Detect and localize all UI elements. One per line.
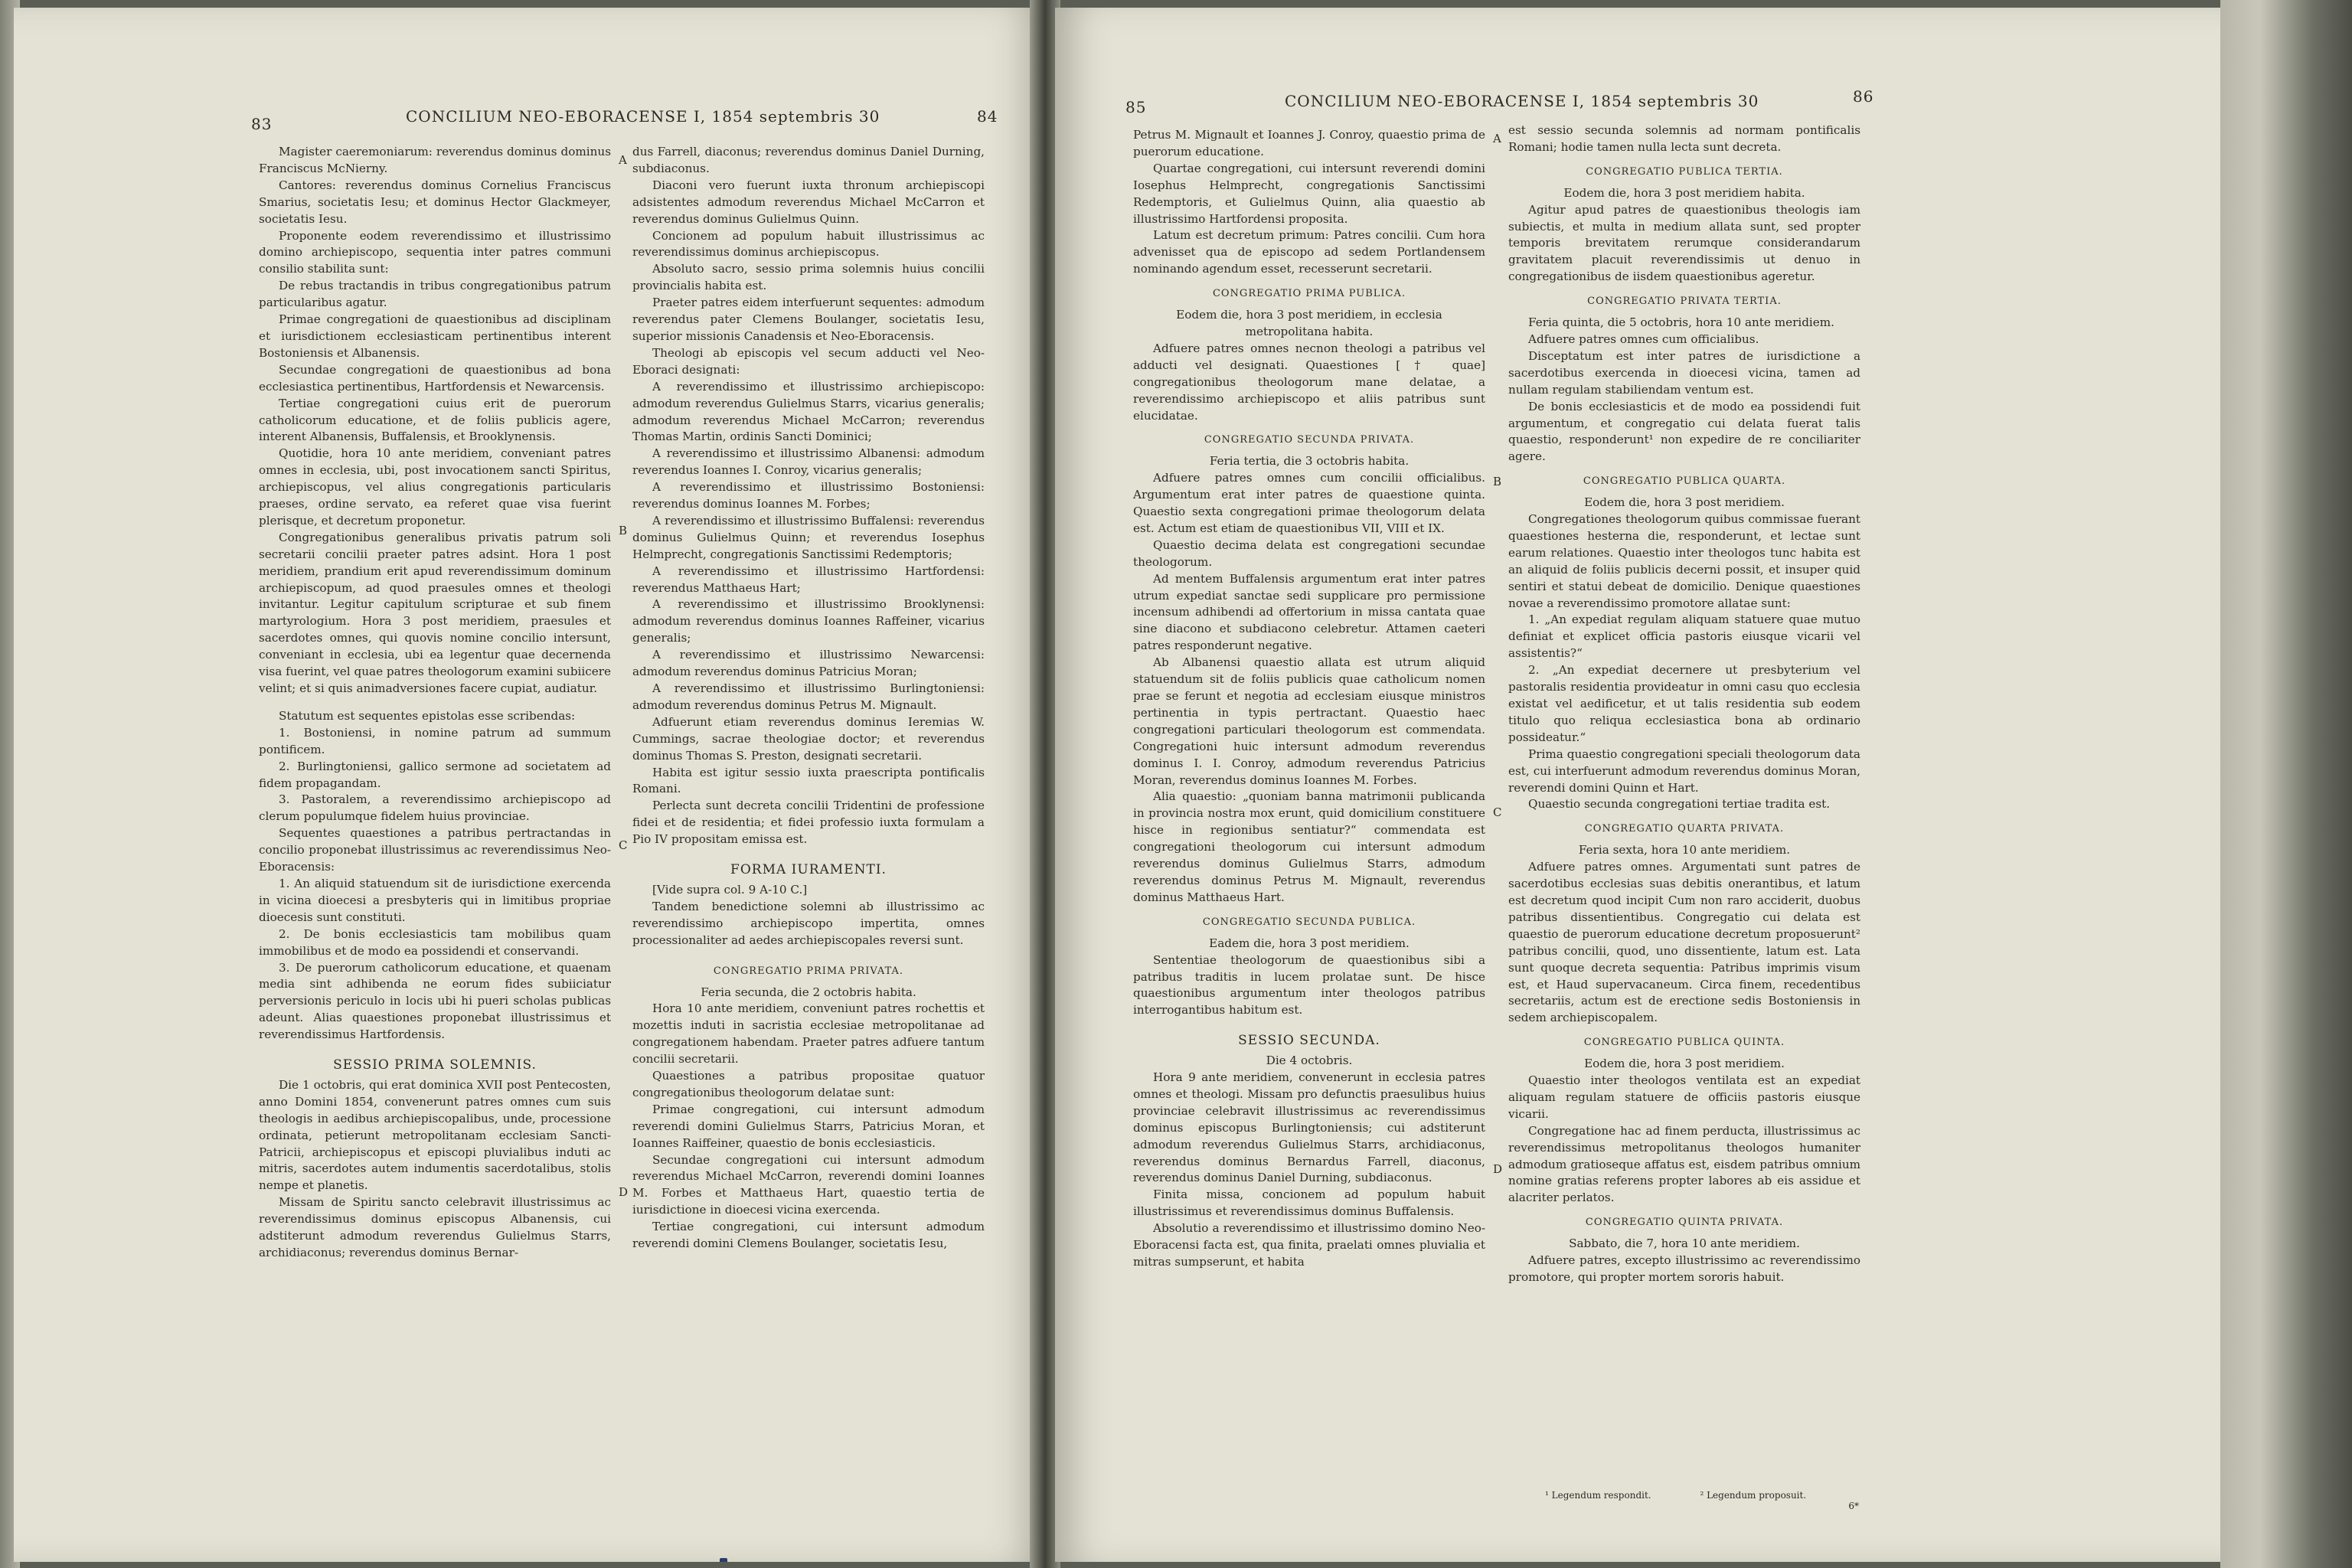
paragraph: 1. „An expediat regulam aliquam statuere quae mutuo definiat et explicet officia pastoris eiusque vicarii vel assistentis?“	[1508, 612, 1860, 661]
paragraph: Statutum est sequentes epistolas esse scribendas:	[279, 708, 576, 723]
paragraph: Quaestio inter theologos ventilata est an expediat aliquam regulam statuere de officiis pastoris eiusque vicarii.	[1508, 1073, 1860, 1121]
paragraph: De rebus tractandis in tribus congregationibus patrum particularibus agatur.	[259, 279, 611, 310]
left-header	[14, 98, 1044, 133]
margin-marker-a: A	[1493, 132, 1501, 145]
paragraph: Adfuere patres omnes. Argumentati sunt patres de sacerdotibus ecclesias suas debitis onerantibus, et latum est decretum quod incipit Cum non raro acciderit, duobus patribus dissentientibus. Congregatio cui delata est quaestio de puerorum educatione decretum proposuerunt² patribus concilii, quod, uno dissentiente, latum est. Lata sunt quoque decreta sequentia: Patribus imprimis visum est, et Haud supervacaneum. Circa finem, recedentibus secretariis, actum est de erectione sedis Bostoniensis in sedem archiepiscopalem.	[1508, 860, 1860, 1025]
paragraph: A reverendissimo et illustrissimo Brooklynensi: admodum reverendus dominus Ioannes Raffeiner, vicarius generalis;	[632, 597, 985, 645]
paragraph: Agitur apud patres de quaestionibus theologis iam subiectis, et multa in medium allata sunt, sed propter temporis brevitatem rerumque considerandarum gravitatem placuit reverendissimis ut denuo in congregationibus de iisdem quaestionibus ageretur.	[1508, 202, 1860, 284]
paragraph: Missam de Spiritu sancto celebravit illustrissimus ac reverendissimus dominus episcopus Albanensis, cui adstiterunt admodum reverendus Gulielmus Starrs, archidiaconus; reverendus dominus Bernar-	[259, 1195, 611, 1259]
margin-marker-d: D	[619, 1185, 629, 1199]
left-page	[14, 8, 1044, 1562]
paragraph: Hora 10 ante meridiem, conveniunt patres rochettis et mozettis induti in sacristia ecclesiae metropolitanae ad congregationem habendam. Praeter patres adfuere tantum concilii secretarii.	[632, 1001, 985, 1067]
paragraph: A reverendissimo et illustrissimo archiepiscopo: admodum reverendus Gulielmus Starrs, vicarius generalis; admodum reverendus Michael McCarron; reverendus Thomas Martin, ordinis Sancti Dominici;	[632, 379, 985, 444]
running-title: CONCILIUM NEO-EBORACENSE I, 1854 septembris 30	[1285, 92, 1759, 110]
right-page	[1055, 8, 2223, 1562]
paragraph: Congregationibus generalibus privatis patrum soli secretarii concilii praeter patres adsint. Hora 1 post meridiem, prandium erit apud reverendissimum dominum archiepiscopum, ad quod praesules omnes et theologi invitantur. Legitur capitulum scripturae et sub finem martyrologium. Hora 3 post meridiem, praesules et sacerdotes omnes, qui quovis nomine concilio intersunt, conveniant in ecclesia, ubi ea legentur quae decernenda visa fuerint, vel quae patres theologorum examini subiicere velint; et si quis animadversiones facere cupiat, audiatur.	[259, 530, 611, 695]
subheading: Eodem die, hora 3 post meridiem.	[1584, 495, 1785, 510]
paragraph: 1. An aliquid statuendum sit de iurisdictione exercenda in vicina dioecesi a presbyteris qui in limitibus propriae dioecesis sunt constituti.	[259, 876, 611, 924]
margin-marker-b: B	[1493, 475, 1502, 488]
paragraph: Magister caeremoniarum: reverendus dominus dominus Franciscus McNierny.	[259, 145, 611, 175]
paragraph: Tertiae congregationi, cui intersunt admodum reverendi domini Clemens Boulanger, societatis Iesu,	[632, 1220, 985, 1251]
subheading: Eodem die, hora 3 post meridiem, in ecclesia metropolitana habita.	[1176, 308, 1442, 338]
paragraph: Adfuere patres omnes cum officialibus.	[1528, 332, 1759, 346]
paragraph: A reverendissimo et illustrissimo Burlingtoniensi: admodum reverendus dominus Petrus M. Mignault.	[632, 681, 985, 712]
paragraph: Ad mentem Buffalensis argumentum erat inter patres utrum expediat sanctae sedi supplicare pro permissione incensum adhibendi ad offertorium in missa cantata quae sine diacono et subdiacono celebretur. Attamen caeteri patres responderunt negative.	[1133, 571, 1485, 653]
paragraph: Petrus M. Mignault et Ioannes J. Conroy, quaestio prima de puerorum educatione.	[1133, 128, 1485, 158]
paragraph: Feria quinta, die 5 octobris, hora 10 ante meridiem.	[1528, 315, 1834, 330]
subheading: Feria sexta, hora 10 ante meridiem.	[1578, 843, 1791, 858]
footnote-1: ¹ Legendum respondit.	[1545, 1490, 1651, 1501]
paragraph: Tandem benedictione solemni ab illustrissimo ac reverendissimo archiepiscopo impertita, omnes processionaliter ad aedes archiepiscopales reversi sunt.	[632, 899, 985, 947]
paragraph: Alia quaestio: „quoniam banna matrimonii publicanda in provincia nostra mox erunt, quid domicilium constituere hisce in regionibus sentiatur?“ commendata est congregationi theologorum cui intersunt admodum reverendus dominus Gulielmus Starrs, admodum reverendus dominus Petrus M. Mignault, reverendus dominus Matthaeus Hart.	[1133, 789, 1485, 904]
section-heading: CONGREGATIO PUBLICA TERTIA.	[1586, 165, 1783, 178]
paragraph: A reverendissimo et illustrissimo Buffalensi: reverendus dominus Gulielmus Quinn; et reverendus Iosephus Helmprecht, congregationis Sanctissimi Redemptoris;	[632, 513, 985, 561]
subheading: Eadem die, hora 3 post meridiem.	[1209, 936, 1410, 950]
paragraph: Diaconi vero fuerunt iuxta thronum archiepiscopi adsistentes admodum reverendus Michael McCarron et reverendus dominus Gulielmus Quinn.	[632, 178, 985, 226]
section-heading: CONGREGATIO SECUNDA PUBLICA.	[1202, 916, 1416, 928]
section-heading: CONGREGATIO SECUNDA PRIVATA.	[1204, 434, 1415, 446]
paragraph: A reverendissimo et illustrissimo Hartfordensi: reverendus Matthaeus Hart;	[632, 564, 985, 595]
paragraph: Praeter patres eidem interfuerunt sequentes: admodum reverendus pater Clemens Boulanger, societatis Iesu, superior missionis Canadensis et Neo-Eboracensis.	[632, 296, 985, 343]
paragraph: Die 1 octobris, qui erat dominica XVII post Pentecosten, anno Domini 1854, convenerunt patres omnes cum suis theologis in aedibus archiepiscopalibus, unde, processione ordinata, petierunt metropolitanam ecclesiam Sancti-Patricii, archiepiscopus et episcopi pluvialibus induti ac mitris, sacerdotes autem indumentis sacerdotalibus, stolis nempe et planetis.	[259, 1077, 611, 1193]
page-number-85: 85	[1125, 98, 1147, 116]
paragraph: Tertiae congregationi cuius erit de puerorum catholicorum educatione, et de foliis publicis agere, interent Albanensis, Buffalensis, et Brooklynensis.	[259, 396, 611, 444]
paragraph: Secundae congregationi de quaestionibus ad bona ecclesiastica pertinentibus, Hartfordensis et Newarcensis.	[259, 362, 611, 394]
footnotes	[1545, 1490, 1890, 1511]
section-heading: CONGREGATIO QUINTA PRIVATA.	[1585, 1217, 1784, 1229]
paragraph: Adfuere patres omnes cum concilii officialibus. Argumentum erat inter patres de quaestione quinta. Quaestio sexta congregationi primae theologorum delata est. Actum est etiam de quaestionibus VII, VIII et IX.	[1133, 471, 1485, 535]
paragraph: est sessio secunda solemnis ad normam pontificalis Romani; hodie tamen nulla lecta sunt decreta.	[1508, 123, 1860, 154]
book-right-edge	[2220, 0, 2352, 1568]
paragraph: Quartae congregationi, cui intersunt reverendi domini Iosephus Helmprecht, congregationis Sanctissimi Redemptoris, et Gulielmus Quinn, alia quaestio ab illustrissimo Hartfordensi proposita.	[1133, 161, 1485, 226]
column-85	[1133, 127, 1485, 1271]
paragraph: Quotidie, hora 10 ante meridiem, conveniant patres omnes in ecclesia, ubi, post invocationem sancti Spiritus, archiepiscopus, vel alius congregationis particularis praeses, ordine servato, ea referet quae visa fuerint plerisque, et decretum proponetur.	[259, 446, 611, 528]
paragraph: Finita missa, concionem ad populum habuit illustrissimus et reverendissimus dominus Buffalensis.	[1133, 1187, 1485, 1219]
section-heading: CONGREGATIO PRIVATA TERTIA.	[1587, 296, 1782, 308]
section-heading: FORMA IURAMENTI.	[730, 862, 887, 878]
paragraph: 2. „An expediat decernere ut presbyterium vel pastoralis residentia provideatur in omni casu quo ecclesia existat vel aedificetur, et ut talis residentia sub eodem titulo quo reliqua ecclesiastica bona ab ordinario possideatur.“	[1508, 663, 1860, 744]
subheading: Eodem die, hora 3 post meridiem habita.	[1563, 185, 1805, 200]
paragraph: A reverendissimo et illustrissimo Bostoniensi: reverendus dominus Ioannes M. Forbes;	[632, 480, 985, 511]
section-heading: SESSIO SECUNDA.	[1238, 1033, 1380, 1049]
paragraph: Absolutio a reverendissimo et illustrissimo domino Neo-Eboracensi facta est, qua finita, praelati omnes pluvialia et mitras sumpserunt, et habita	[1133, 1221, 1485, 1269]
paragraph: Disceptatum est inter patres de iurisdictione a sacerdotibus exercenda in dioecesi vicina, tamen ad nullam regulam stabiliendam ventum est.	[1508, 348, 1860, 397]
paragraph: Quaestio decima delata est congregationi secundae theologorum.	[1133, 537, 1485, 569]
paragraph: 3. De puerorum catholicorum educatione, et quaenam media sint adhibenda ne eorum fides subiiciatur perversionis periculo in locis ubi hi pueri scholas publicas adeunt. Alias quaestiones proponebat illustrissimus et reverendissimus Hartfordensis.	[259, 960, 611, 1042]
paragraph: Primae congregationi de quaestionibus ad disciplinam et iurisdictionem ecclesiasticam pertinentibus interent Bostoniensis et Albanensis.	[259, 312, 611, 360]
paragraph: Adfuere patres omnes necnon theologi a patribus vel adducti vel designati. Quaestiones [† quae] congregationibus theologorum mane delatae, a reverendissimo archiepiscopo et aliis patribus sunt elucidatae.	[1133, 341, 1485, 423]
paragraph: Cantores: reverendus dominus Cornelius Franciscus Smarius, societatis Iesu; et dominus Hector Glackmeyer, societatis Iesu.	[259, 178, 611, 226]
paragraph: 3. Pastoralem, a reverendissimo archiepiscopo ad clerum populumque fidelem huius provinciae.	[259, 792, 611, 824]
paragraph: 2. De bonis ecclesiasticis tam mobilibus quam immobilibus et de modo ea possidendi et conservandi.	[259, 926, 611, 958]
paragraph: [Vide supra col. 9 A-10 C.]	[652, 882, 808, 897]
column-84	[632, 144, 985, 1253]
paragraph: Latum est decretum primum: Patres concilii. Cum hora advenisset qua de episcopo ad sedem Portlandensem nominando agendum esset, recesserunt secretarii.	[1133, 228, 1485, 276]
margin-marker-c: C	[1493, 805, 1502, 819]
paragraph: Sententiae theologorum de quaestionibus sibi a patribus traditis in lucem prolatae sunt. De hisce quaestionibus argumentum inter theologos patribus interrogantibus habitum est.	[1133, 952, 1485, 1018]
paragraph: Theologi ab episcopis vel secum adducti vel Neo-Eboraci designati:	[632, 345, 985, 377]
paragraph: Habita est igitur sessio iuxta praescripta pontificalis Romani.	[632, 765, 985, 796]
section-heading: CONGREGATIO PRIMA PUBLICA.	[1212, 288, 1406, 300]
bookmark-icon	[720, 1558, 727, 1562]
section-heading: CONGREGATIO PRIMA PRIVATA.	[713, 965, 904, 977]
paragraph: Concionem ad populum habuit illustrissimus ac reverendissimus dominus archiepiscopus.	[632, 228, 985, 260]
paragraph: Absoluto sacro, sessio prima solemnis huius concilii provincialis habita est.	[632, 262, 985, 293]
paragraph: Proponente eodem reverendissimo et illustrissimo domino archiepiscopo, sequentia inter patres communi consilio stabilita sunt:	[259, 228, 611, 276]
paragraph: Primae congregationi, cui intersunt admodum reverendi domini Gulielmus Starrs, Patricius Moran, et Ioannes Raiffeiner, quaestio de bonis ecclesiasticis.	[632, 1102, 985, 1150]
paragraph: Secundae congregationi cui intersunt admodum reverendus Michael McCarron, reverendi domini Ioannes M. Forbes et Matthaeus Hart, quaestio tertia de iurisdictione in dioecesi vicina exercenda.	[632, 1152, 985, 1217]
paragraph: 1. Bostoniensi, in nomine patrum ad summum pontificem.	[259, 725, 611, 756]
paragraph: Quaestiones a patribus propositae quatuor congregationibus theologorum delatae sunt:	[632, 1069, 985, 1099]
subheading: Sabbato, die 7, hora 10 ante meridiem.	[1569, 1236, 1800, 1251]
margin-marker-c: C	[619, 838, 628, 852]
paragraph: Quaestio secunda congregationi tertiae tradita est.	[1528, 797, 1831, 812]
column-86	[1508, 122, 1860, 1286]
paragraph: A reverendissimo et illustrissimo Newarcensi: admodum reverendus dominus Patricius Moran;	[632, 648, 985, 679]
page-number-83: 83	[251, 115, 273, 133]
paragraph: Prima quaestio congregationi speciali theologorum data est, cui interfuerunt admodum reverendus dominus Moran, reverendi domini Quinn et Hart.	[1508, 746, 1860, 795]
page-number-86: 86	[1853, 87, 1874, 106]
paragraph: Adfuere patres, excepto illustrissimo ac reverendissimo promotore, qui propter mortem sororis habuit.	[1508, 1253, 1860, 1284]
subheading: Feria tertia, die 3 octobris habita.	[1209, 454, 1410, 469]
subheading: Feria secunda, die 2 octobris habita.	[701, 985, 916, 999]
margin-marker-d: D	[1493, 1162, 1503, 1176]
running-title: CONCILIUM NEO-EBORACENSE I, 1854 septembris 30	[406, 107, 880, 126]
paragraph: A reverendissimo et illustrissimo Albanensi: admodum reverendus Ioannes I. Conroy, vicarius generalis;	[632, 446, 985, 478]
margin-marker-a: A	[619, 153, 627, 167]
paragraph: Hora 9 ante meridiem, convenerunt in ecclesia patres omnes et theologi. Missam pro defunctis praesulibus huius provinciae celebravit illustrissimus ac reverendissimus dominus episcopus Burlingtoniensis; cui adstiterunt admodum reverendus Gulielmus Starrs, archidiaconus, reverendus dominus Bernardus Farrell, diaconus, reverendus dominus Daniel Durning, subdiaconus.	[1133, 1070, 1485, 1185]
paragraph: Congregatione hac ad finem perducta, illustrissimus ac reverendissimus metropolitanus theologos humaniter admodum gratioseque affatus est, eisdem patribus omnium nomine gratias referens propter labores ab eis assidue et alacriter perlatos.	[1508, 1123, 1860, 1205]
paragraph: 2. Burlingtoniensi, gallico sermone ad societatem ad fidem propagandam.	[259, 759, 611, 790]
subheading: Eodem die, hora 3 post meridiem.	[1584, 1057, 1785, 1071]
section-heading: CONGREGATIO QUARTA PRIVATA.	[1584, 823, 1785, 835]
signature-mark: 6*	[1848, 1501, 1859, 1511]
paragraph: Perlecta sunt decreta concilii Tridentini de professione fidei et de residentia; et fidei professio iuxta formulam a Pio IV propositam emissa est.	[632, 799, 985, 847]
section-heading: CONGREGATIO PUBLICA QUARTA.	[1583, 475, 1786, 488]
paragraph: Sequentes quaestiones a patribus pertractandas in concilio proponebat illustrissimus ac reverendissimus Neo-Eboracensis:	[259, 826, 611, 874]
paragraph: Adfuerunt etiam reverendus dominus Ieremias W. Cummings, sacrae theologiae doctor; et reverendus dominus Thomas S. Preston, designati secretarii.	[632, 714, 985, 763]
paragraph: Ab Albanensi quaestio allata est utrum aliquid statuendum sit de foliis publicis quae catholicum nomen prae se ferunt et negotia ad ecclesiam eiusque ministros pertinentia in typis pertractant. Quaestio haec congregationi particulari theologorum est commendata. Congregationi huic intersunt admodum reverendus dominus I. I. Conroy, admodum reverendus Patricius Moran, reverendus dominus Ioannes M. Forbes.	[1133, 655, 1485, 787]
paragraph: dus Farrell, diaconus; reverendus dominus Daniel Durning, subdiaconus.	[632, 145, 985, 175]
section-heading: CONGREGATIO PUBLICA QUINTA.	[1583, 1037, 1785, 1049]
right-header	[1055, 87, 2223, 121]
column-83	[259, 144, 611, 1262]
paragraph: Congregationes theologorum quibus commissae fuerant quaestiones hesterna die, responderunt, et lectae sunt earum relationes. Quaestio inter theologos tunc habita est an aliquid de foliis publicis decerni possit, et insuper quid sentiri et statui debeat de domicilio. Denique quaestiones novae a reverendissimo promotore allatae sunt:	[1508, 512, 1860, 610]
subheading: Die 4 octobris.	[1266, 1054, 1353, 1068]
section-heading: SESSIO PRIMA SOLEMNIS.	[333, 1057, 537, 1073]
footnote-2: ² Legendum proposuit.	[1700, 1490, 1807, 1501]
page-number-84: 84	[977, 107, 998, 126]
paragraph: De bonis ecclesiasticis et de modo ea possidendi fuit argumentum, et congregatio cui delata fuerat talis quaestio, responderunt¹ non expedire de re conciliariter agere.	[1508, 399, 1860, 464]
margin-marker-b: B	[619, 524, 628, 537]
